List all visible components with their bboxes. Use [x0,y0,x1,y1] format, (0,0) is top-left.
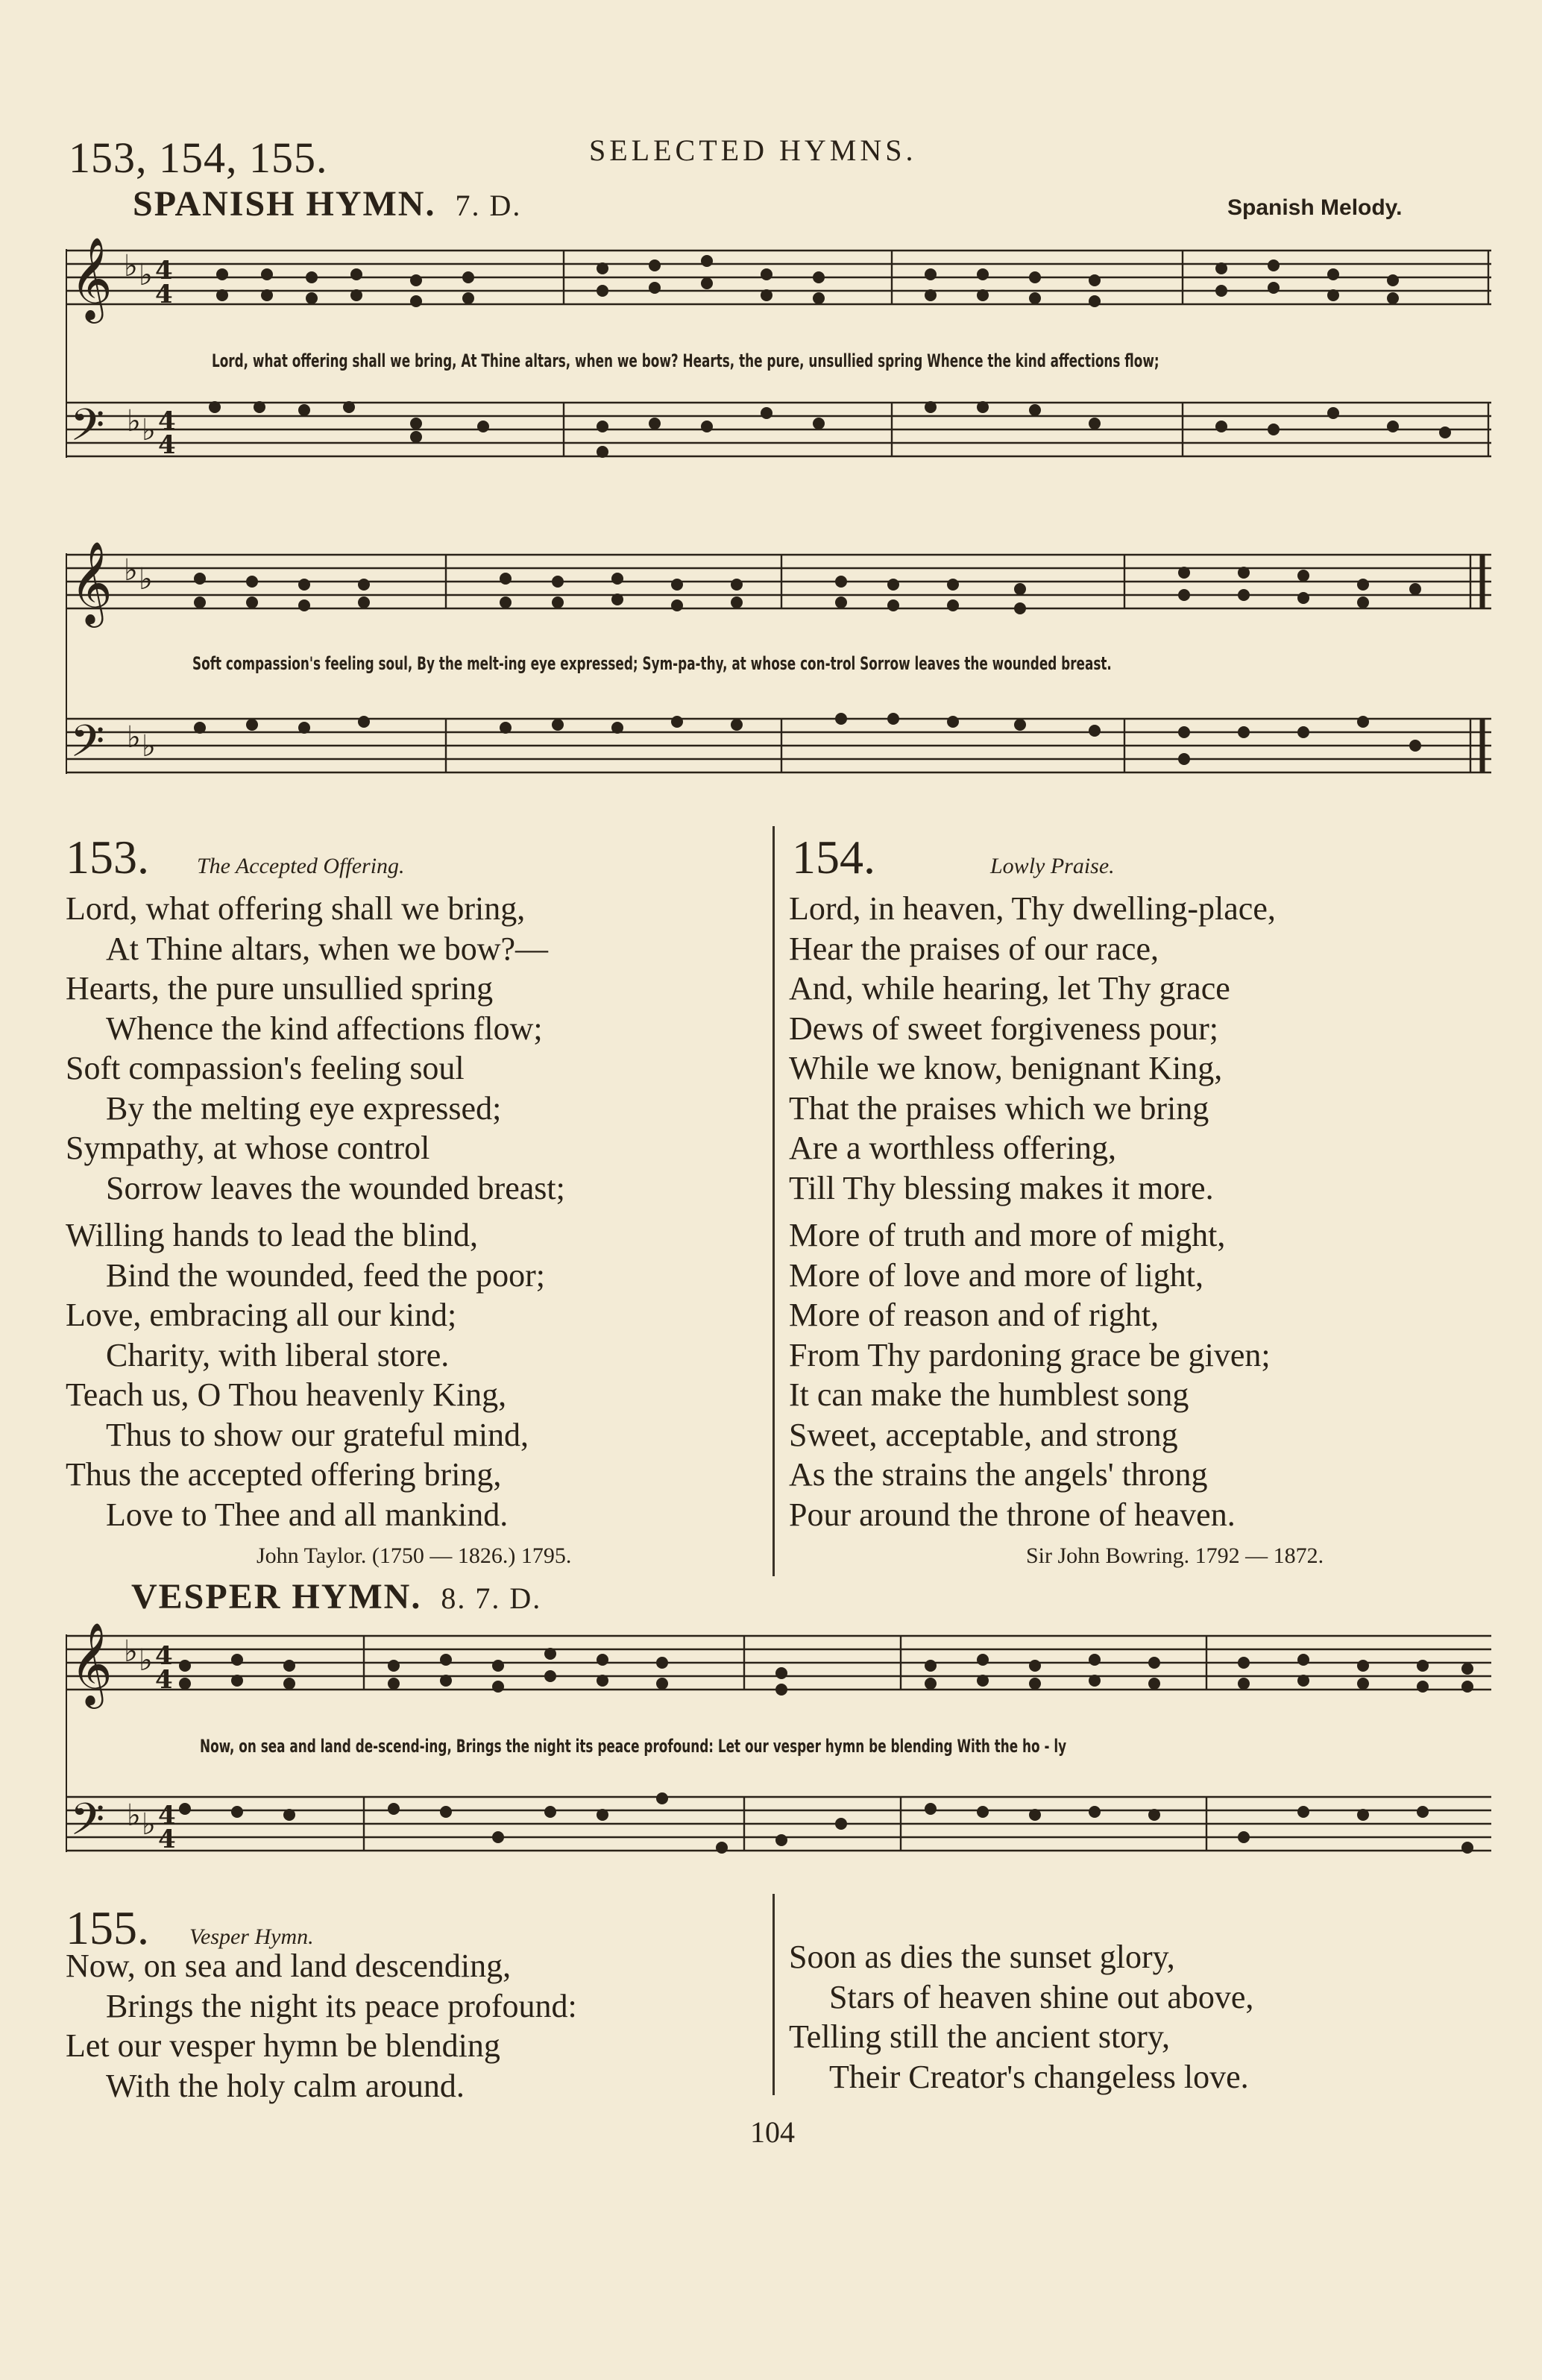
verse-line: Love to Thee and all mankind. [106,1496,509,1533]
column-divider [772,1894,775,2095]
verse-line: Let our vesper hymn be blending [66,2027,500,2064]
svg-text:𝄞: 𝄞 [70,1622,113,1705]
verse-line: Telling still the ancient story, [789,2018,1170,2055]
hymn-caption: Vesper Hymn. [189,1924,314,1949]
staff-lyric-vesper: Now, on sea and land de-scend-ing, Brings the night its peace profound: Let our vesper hymn be blending With the ho - ly [200,1736,1067,1757]
verse-line: Pour around the throne of heaven. [789,1496,1236,1533]
verse-line: Charity, with liberal store. [106,1336,450,1373]
verse-line: It can make the humblest song [789,1376,1189,1413]
verse-line: By the melting eye expressed; [106,1089,502,1127]
svg-text:♭: ♭ [139,257,153,292]
verse-line: Brings the night its peace profound: [106,1987,577,2024]
verse-line: Till Thy blessing makes it more. [789,1169,1214,1206]
hymn-154-author: Sir John Bowring. 1792 — 1872. [1026,1543,1324,1568]
hymn-153-verse [66,889,565,1534]
verse-line: More of reason and of right, [789,1297,1159,1333]
staff-lyric-line-1: Lord, what offering shall we bring, At Thine altars, when we bow? Hearts, the pure, unsullied spring Whence the kind affections flow; [212,350,1159,371]
svg-text:𝄢: 𝄢 [70,399,105,462]
verse-line: Love, embracing all our kind; [66,1297,457,1333]
hymn-caption: Lowly Praise. [990,854,1115,878]
staff-lyric-line-2: Soft compassion's feeling soul, By the melt-ing eye expressed; Sym-pa-thy, at whose con-trol Sorrow leaves the wounded breast. [192,653,1112,674]
svg-text:4: 4 [155,1665,173,1695]
svg-text:♭: ♭ [124,1634,138,1669]
svg-text:♭: ♭ [127,720,141,755]
column-divider [772,826,775,1576]
verse-line: Bind the wounded, feed the poor; [106,1256,545,1294]
tune-name: SPANISH HYMN. [133,184,436,224]
tune-meter: 8. 7. D. [441,1581,542,1615]
svg-text:4: 4 [155,1641,173,1671]
verse-line: From Thy pardoning grace be given; [789,1336,1271,1373]
verse-line: Now, on sea and land descending, [66,1948,512,1984]
svg-text:4: 4 [158,406,176,436]
hymn-153-author: John Taylor. (1750 — 1826.) 1795. [257,1543,572,1568]
verse-line: While we know, benignant King, [789,1050,1223,1086]
svg-text:4: 4 [155,280,173,309]
hymn-154-verse [789,889,1276,1534]
hymn-155-verse-left [66,1946,577,2106]
verse-line: Thus to show our grateful mind, [106,1416,529,1453]
verse-line: And, while hearing, let Thy grace [789,970,1230,1007]
spanish-hymn-heading [133,183,521,224]
verse-line: Dews of sweet forgiveness pour; [789,1010,1218,1047]
verse-line: As the strains the angels' throng [789,1456,1208,1493]
hymn-caption: The Accepted Offering. [197,854,405,878]
verse-line: Soon as dies the sunset glory, [789,1939,1175,1975]
section-title: SELECTED HYMNS. [589,133,917,167]
svg-text:4: 4 [158,430,176,460]
svg-text:𝄞: 𝄞 [70,236,113,320]
svg-text:♭: ♭ [142,1807,156,1842]
verse-line: Teach us, O Thou heavenly King, [66,1376,507,1413]
svg-text:𝄞: 𝄞 [70,541,113,624]
verse-line: Lord, what offering shall we bring, [66,890,526,927]
svg-text:♭: ♭ [139,561,153,596]
hymn-154 [792,831,1115,884]
svg-text:𝄢: 𝄢 [70,715,105,778]
verse-line: At Thine altars, when we bow?— [106,930,549,967]
verse-line: Sorrow leaves the wounded breast; [106,1169,565,1206]
svg-text:♭: ♭ [124,248,138,283]
svg-text:♭: ♭ [124,552,138,588]
verse-line: Are a worthless offering, [789,1130,1117,1166]
hymn-number: 154. [792,831,875,884]
verse-line: Hearts, the pure unsullied spring [66,970,494,1007]
page-number: 104 [750,2115,795,2149]
svg-text:♭: ♭ [142,728,156,764]
verse-line: With the holy calm around. [106,2067,465,2104]
verse-line: Willing hands to lead the blind, [66,1217,479,1253]
svg-text:4: 4 [155,256,173,286]
verse-line: Thus the accepted offering bring, [66,1456,502,1493]
verse-line: Sympathy, at whose control [66,1130,430,1166]
verse-line: Their Creator's changeless love. [829,2058,1249,2095]
hymn-numbers: 153, 154, 155. [69,133,328,182]
hymn-153 [66,831,405,884]
hymn-number: 155. [66,1901,149,1954]
vesper-hymn-heading [131,1576,541,1617]
svg-text:♭: ♭ [127,403,141,438]
verse-line: Whence the kind affections flow; [106,1010,543,1047]
tune-name: VESPER HYMN. [131,1577,422,1616]
tune-meter: 7. D. [455,189,522,222]
svg-text:♭: ♭ [139,1643,153,1678]
svg-text:4: 4 [158,1801,176,1830]
hymn-number: 153. [66,831,149,884]
svg-text:♭: ♭ [142,412,156,447]
verse-line: More of love and more of light, [789,1256,1203,1294]
hymn-155 [66,1901,314,1954]
verse-line: That the praises which we bring [789,1089,1209,1127]
verse-line: More of truth and more of might, [789,1217,1226,1253]
verse-line: Stars of heaven shine out above, [829,1978,1254,2015]
verse-line: Hear the praises of our race, [789,930,1159,967]
svg-text:4: 4 [158,1825,176,1854]
verse-line: Soft compassion's feeling soul [66,1050,465,1086]
verse-line: Sweet, acceptable, and strong [789,1416,1178,1453]
svg-text:𝄢: 𝄢 [70,1793,105,1856]
verse-line: Lord, in heaven, Thy dwelling-place, [789,890,1276,927]
svg-text:♭: ♭ [127,1798,141,1833]
composer: Spanish Melody. [1227,195,1403,220]
hymn-155-verse-right [789,1937,1253,2097]
